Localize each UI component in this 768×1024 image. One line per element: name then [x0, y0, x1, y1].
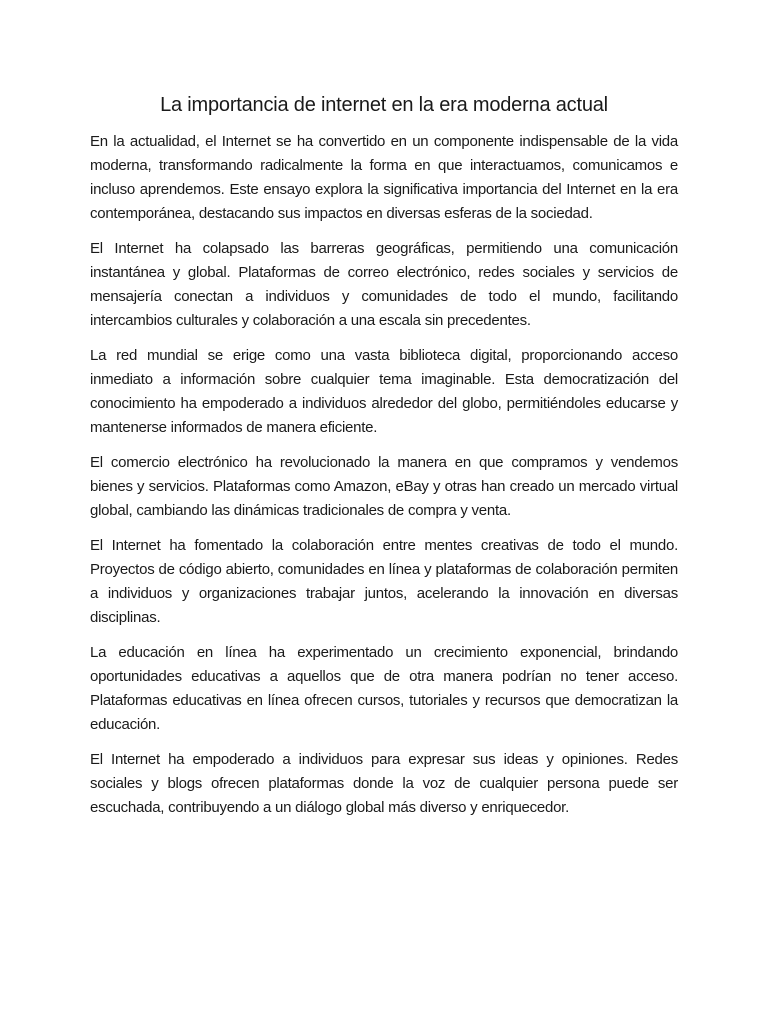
document-body	[90, 130, 678, 820]
paragraph-intro: En la actualidad, el Internet se ha convertido en un componente indispensable de la vida moderna, transformando radicalmente la forma en que interactuamos, comunicamos e incluso aprendemos. Este ensayo explora la significativa importancia del Internet en la era contemporánea, destacando sus impactos en diversas esferas de la sociedad.	[90, 133, 678, 222]
paragraph-information-access: La red mundial se erige como una vasta biblioteca digital, proporcionando acceso inmediato a información sobre cualquier tema imaginable. Esta democratización del conocimiento ha empoderado a individuos alrededor del globo, permitiéndoles educarse y mantenerse informados de manera eficiente.	[90, 347, 678, 436]
paragraph-collaboration: El Internet ha fomentado la colaboración entre mentes creativas de todo el mundo. Proyectos de código abierto, comunidades en línea y plataformas de colaboración permiten a individuos y organizaciones trabajar juntos, acelerando la innovación en diversas disciplinas.	[90, 537, 678, 626]
document-title: La importancia de internet en la era moderna actual	[160, 94, 608, 116]
paragraph-communication: El Internet ha colapsado las barreras geográficas, permitiendo una comunicación instantánea y global. Plataformas de correo electrónico, redes sociales y servicios de mensajería conectan a individuos y comunidades de todo el mundo, facilitando intercambios culturales y colaboración a una escala sin precedentes.	[90, 240, 678, 329]
paragraph-online-education: La educación en línea ha experimentado un crecimiento exponencial, brindando oportunidades educativas a aquellos que de otra manera podrían no tener acceso. Plataformas educativas en línea ofrecen cursos, tutoriales y recursos que democratizan la educación.	[90, 644, 678, 733]
paragraph-ecommerce: El comercio electrónico ha revolucionado la manera en que compramos y vendemos bienes y servicios. Plataformas como Amazon, eBay y otras han creado un mercado virtual global, cambiando las dinámicas tradicionales de compra y venta.	[90, 454, 678, 519]
paragraph-expression: El Internet ha empoderado a individuos para expresar sus ideas y opiniones. Redes sociales y blogs ofrecen plataformas donde la voz de cualquier persona puede ser escuchada, contribuyendo a un diálogo global más diverso y enriquecedor.	[90, 751, 678, 816]
